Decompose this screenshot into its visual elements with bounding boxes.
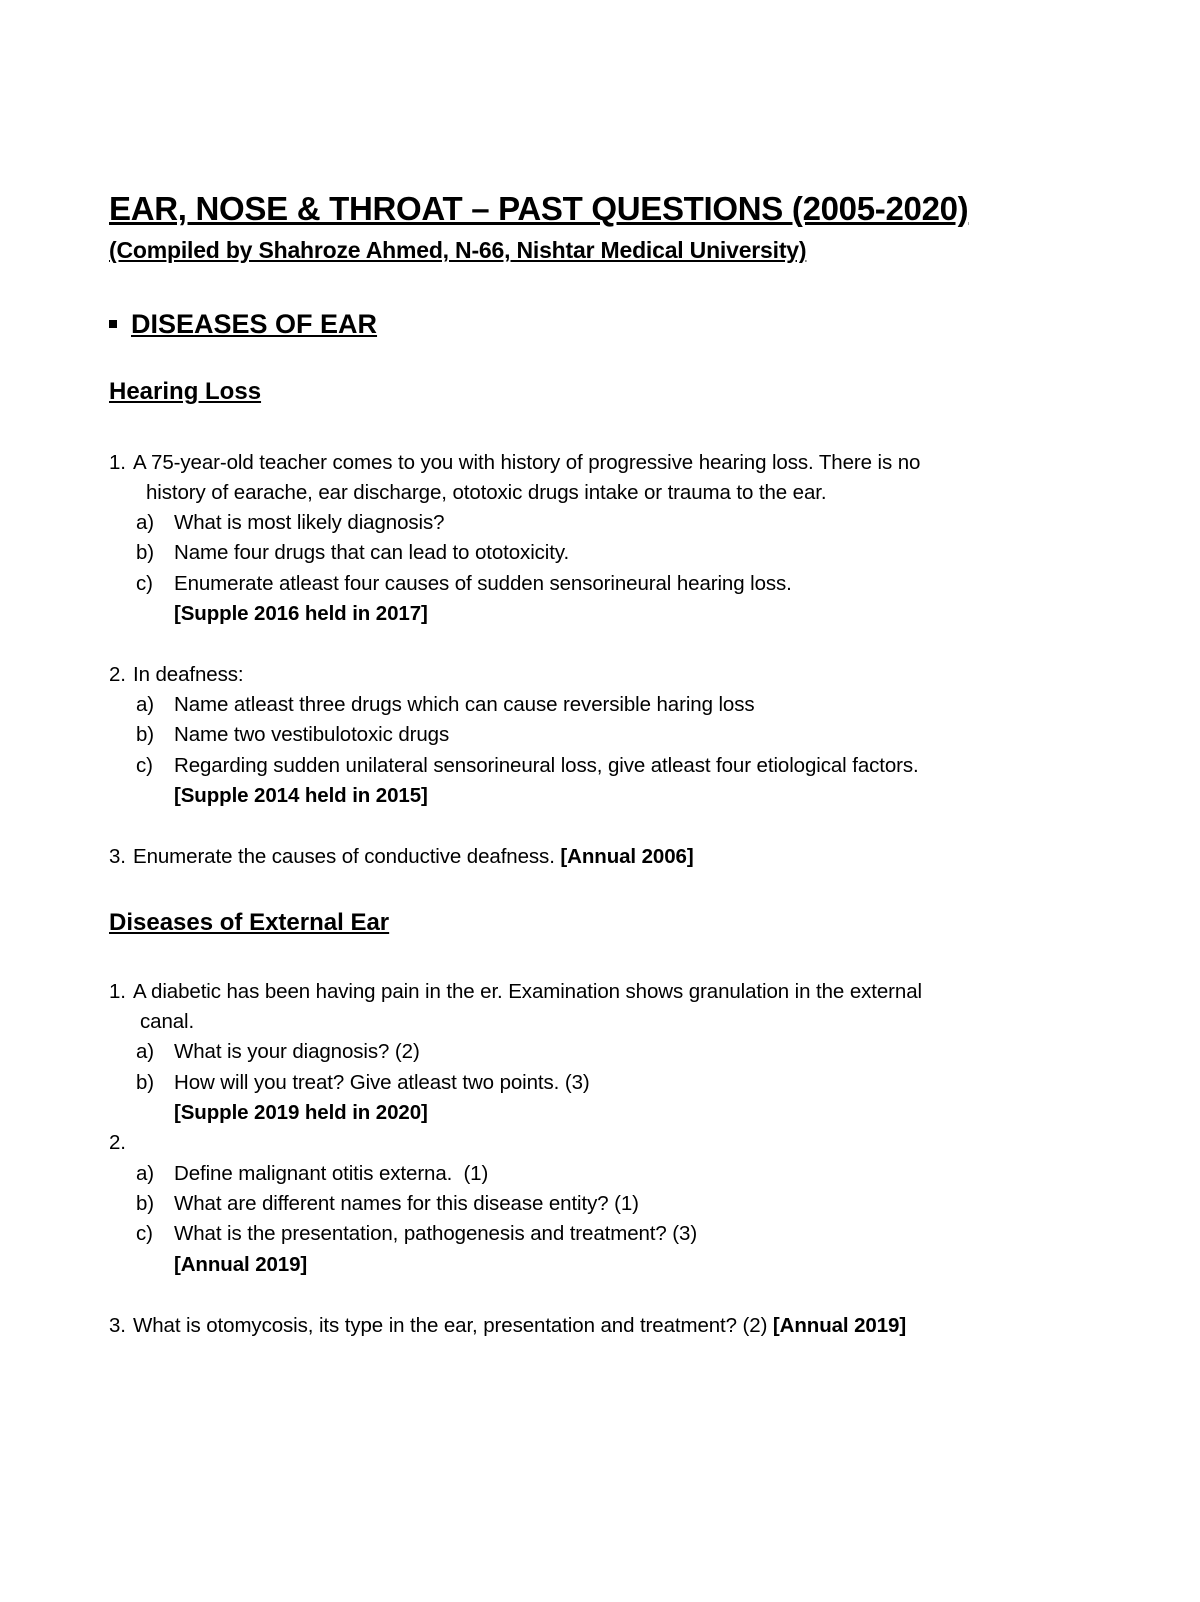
sub-question-letter: a)	[136, 511, 155, 534]
sub-question-text: Name atleast three drugs which can cause reversible haring loss	[174, 693, 755, 716]
question-text: A diabetic has been having pain in the er. Examination shows granulation in the external	[133, 980, 922, 1003]
square-bullet-icon	[109, 320, 117, 328]
sub-question-text: What are different names for this disease entity? (1)	[174, 1192, 639, 1215]
subsection-heading-hearing-loss: Hearing Loss	[109, 378, 262, 405]
question-line	[133, 845, 694, 869]
sub-question-letter: c)	[136, 572, 153, 595]
sub-question-letter: a)	[136, 1040, 155, 1063]
sub-question-text: What is most likely diagnosis?	[174, 511, 445, 534]
sub-question-letter: a)	[136, 693, 155, 716]
sub-question-letter: c)	[136, 1222, 153, 1245]
question-line	[133, 1314, 906, 1338]
section-label: DISEASES OF EAR	[131, 309, 378, 339]
exam-reference: [Supple 2014 held in 2015]	[174, 784, 428, 807]
exam-reference: [Annual 2019]	[174, 1253, 308, 1276]
question-number: 1.	[109, 980, 126, 1003]
page-subtitle: (Compiled by Shahroze Ahmed, N-66, Nishtar Medical University)	[109, 237, 807, 263]
question-number: 1.	[109, 451, 126, 474]
sub-question-text: Enumerate atleast four causes of sudden sensorineural hearing loss.	[174, 572, 792, 595]
exam-reference: [Supple 2016 held in 2017]	[174, 602, 428, 625]
sub-question-letter: b)	[136, 723, 155, 746]
sub-question-letter: b)	[136, 541, 155, 564]
question-number: 3.	[109, 845, 126, 868]
question-text: In deafness:	[133, 663, 244, 686]
sub-question-text: What is the presentation, pathogenesis and treatment? (3)	[174, 1222, 698, 1245]
sub-question-text: What is your diagnosis? (2)	[174, 1040, 420, 1063]
sub-question-text: Regarding sudden unilateral sensorineural loss, give atleast four etiological factors.	[174, 754, 919, 777]
question-text: What is otomycosis, its type in the ear, presentation and treatment? (2)	[133, 1314, 768, 1337]
sub-question-text: Name four drugs that can lead to ototoxicity.	[174, 541, 570, 564]
question-text-continued: canal.	[140, 1010, 195, 1033]
sub-question-text: How will you treat? Give atleast two points. (3)	[174, 1071, 590, 1094]
question-text: Enumerate the causes of conductive deafness.	[133, 845, 555, 868]
question-number: 2.	[109, 663, 126, 686]
sub-question-text: Name two vestibulotoxic drugs	[174, 723, 450, 746]
exam-reference: [Annual 2019]	[772, 1314, 907, 1337]
sub-question-text: Define malignant otitis externa. (1)	[174, 1162, 489, 1185]
question-text-continued: history of earache, ear discharge, ototoxic drugs intake or trauma to the ear.	[146, 481, 827, 504]
exam-reference: [Supple 2019 held in 2020]	[174, 1101, 428, 1124]
question-number: 3.	[109, 1314, 126, 1337]
sub-question-letter: b)	[136, 1071, 155, 1094]
section-heading	[109, 309, 377, 340]
question-text: A 75-year-old teacher comes to you with history of progressive hearing loss. There is no	[133, 451, 921, 474]
sub-question-letter: c)	[136, 754, 153, 777]
exam-reference: [Annual 2006]	[560, 845, 694, 868]
sub-question-letter: b)	[136, 1192, 155, 1215]
subsection-heading-external-ear: Diseases of External Ear	[109, 909, 390, 936]
question-number: 2.	[109, 1131, 126, 1154]
page-title: EAR, NOSE & THROAT – PAST QUESTIONS (2005-2020)	[109, 190, 969, 227]
sub-question-letter: a)	[136, 1162, 155, 1185]
